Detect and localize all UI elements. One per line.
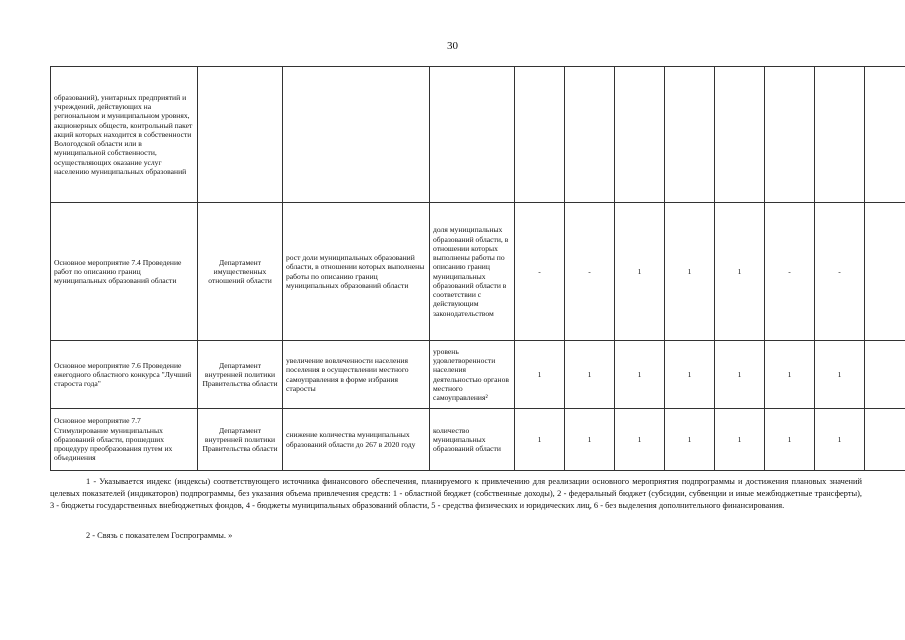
result-cell: увеличение вовлеченности населения поселения в осуществлении местного самоуправления в форме избрания старосты bbox=[283, 341, 430, 409]
value-cell bbox=[815, 67, 865, 203]
value-cell: 1 bbox=[765, 341, 815, 409]
indicator-cell: уровень удовлетворенности населения деятельностью органов местного самоуправления² bbox=[430, 341, 515, 409]
value-cell: 1 bbox=[515, 409, 565, 471]
value-cell: 1 bbox=[715, 409, 765, 471]
value-cell bbox=[765, 67, 815, 203]
event-cell: Основное мероприятие 7.4 Проведение работ по описанию границ муниципальных образований области bbox=[51, 203, 198, 341]
value-cell bbox=[565, 67, 615, 203]
value-cell: 1 bbox=[615, 409, 665, 471]
value-cell bbox=[865, 67, 905, 203]
result-cell bbox=[283, 67, 430, 203]
table-row bbox=[51, 409, 905, 471]
value-cell: 1 bbox=[815, 341, 865, 409]
value-cell: 1 bbox=[615, 203, 665, 341]
value-cell: 1 bbox=[565, 341, 615, 409]
result-cell: рост доли муниципальных образований области, в отношении которых выполнены работы по описанию границ муниципальных образований области bbox=[283, 203, 430, 341]
value-cell: 1 bbox=[715, 203, 765, 341]
value-cell: 1 bbox=[815, 409, 865, 471]
table-row bbox=[51, 341, 905, 409]
table-row bbox=[51, 203, 905, 341]
value-cell: 1 bbox=[715, 341, 765, 409]
value-cell bbox=[665, 67, 715, 203]
value-cell: 1 bbox=[765, 409, 815, 471]
event-cell: Основное мероприятие 7.7 Стимулирование муниципальных образований области, прошедших процедуру преобразования путем их объединения bbox=[51, 409, 198, 471]
value-cell: - bbox=[565, 203, 615, 341]
value-cell: - bbox=[515, 203, 565, 341]
executor-cell: Департамент внутренней политики Правительства области bbox=[198, 409, 283, 471]
value-cell: 1 bbox=[615, 341, 665, 409]
value-cell bbox=[865, 409, 905, 471]
value-cell: 1 bbox=[665, 341, 715, 409]
value-cell: - bbox=[765, 203, 815, 341]
value-cell bbox=[615, 67, 665, 203]
page-number: 30 bbox=[447, 40, 458, 52]
footnote-1-text: 1 - Указывается индекс (индексы) соответствующего источника финансового обеспечения, планируемого к привлечению для реализации основного мероприятия подпрограммы и достижения плановых значений целевых показателей (индикаторов) подпрограммы, без указания объема привлечения средств: 1 - областной бюджет (собственные доходы), 2 - федеральный бюджет (субсидии, субвенции и иные межбюджетные трансферты), 3 - бюджеты государственных внебюджетных фондов, 4 - бюджеты муниципальных образований области, 5 - средства физических и юридических лиц, 6 - без выделения дополнительного финансирования. bbox=[50, 477, 862, 511]
value-cell: 1 bbox=[565, 409, 615, 471]
executor-cell bbox=[198, 67, 283, 203]
footnote-2-text: 2 - Связь с показателем Госпрограммы. » bbox=[86, 531, 233, 540]
value-cell bbox=[865, 203, 905, 341]
value-cell bbox=[515, 67, 565, 203]
event-cell: образований), унитарных предприятий и учреждений, действующих на региональном и муниципальном уровнях, акционерных обществ, контрольный пакет акций которых находится в собственности Вологодской области или в муниципальной собственности, осуществляющих оказание услуг населению муниципальных образований bbox=[51, 67, 198, 203]
value-cell: - bbox=[815, 203, 865, 341]
value-cell: 1 bbox=[665, 203, 715, 341]
table-row bbox=[51, 67, 905, 203]
value-cell bbox=[715, 67, 765, 203]
indicator-cell bbox=[430, 67, 515, 203]
value-cell: 1 bbox=[515, 341, 565, 409]
footnote-1 bbox=[50, 476, 862, 513]
indicator-cell: количество муниципальных образований области bbox=[430, 409, 515, 471]
executor-cell: Департамент имущественных отношений области bbox=[198, 203, 283, 341]
result-cell: снижение количества муниципальных образований области до 267 в 2020 году bbox=[283, 409, 430, 471]
measures-table bbox=[50, 66, 905, 471]
value-cell bbox=[865, 341, 905, 409]
indicator-cell: доля муниципальных образований области, в отношении которых выполнены работы по описанию границ муниципальных образований области в соответствии с действующим законодательством bbox=[430, 203, 515, 341]
executor-cell: Департамент внутренней политики Правительства области bbox=[198, 341, 283, 409]
value-cell: 1 bbox=[665, 409, 715, 471]
event-cell: Основное мероприятие 7.6 Проведение ежегодного областного конкурса "Лучший староста года" bbox=[51, 341, 198, 409]
